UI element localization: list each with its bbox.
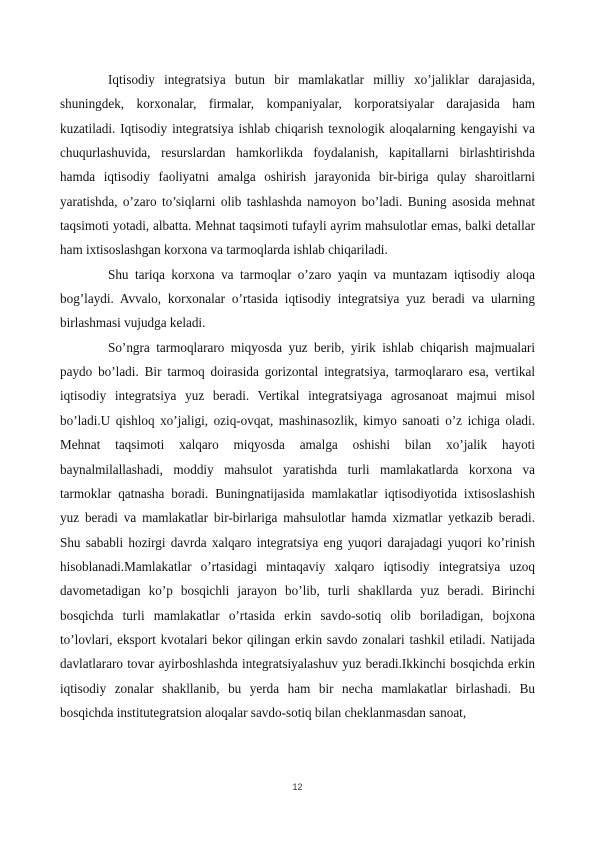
- paragraph-1: Iqtisodiy integratsiya butun bir mamlakatlar milliy xo’jaliklar darajasida, shuningdek, korxonalar, firmalar, kompaniyalar, korporatsiyalar darajasida ham kuzatiladi. Iqtisodiy integratsiya ishlab chiqarish texnologik aloqalarning kengayishi va chuqurlashuvida, resurslardan hamkorlikda foydalanish, kapitallarni birlashtirishda hamda iqtisodiy faoliyatni amalga oshirish jarayonida bir-biriga qulay sharoitlarni yaratishda, o’zaro to’siqlarni olib tashlashda namoyon bo’ladi. Buning asosida mehnat taqsimoti yotadi, albatta. Mehnat taqsimoti tufayli ayrim mahsulotlar emas, balki detallar ham ixtisoslashgan korxona va tarmoqlarda ishlab chiqariladi.: [60, 72, 535, 258]
- paragraph-3: So’ngra tarmoqlararo miqyosda yuz berib, yirik ishlab chiqarish majmualari paydo bo’ladi. Bir tarmoq doirasida gorizontal integratsiya, tarmoqlararo esa, vertikal iqtisodiy integratsiya yuz beradi. Vertikal integratsiyaga agrosanoat majmui misol bo’ladi.U qishloq xo’jaligi, oziq-ovqat, mashinasozlik, kimyo sanoati o’z ichiga oladi. Mehnat taqsimoti xalqaro miqyosda amalga oshishi bilan xo’jalik hayoti baynalmilallashadi, moddiy mahsulot yaratishda turli mamlakatlarda korxona va tarmoklar qatnasha boradi. Buningnatijasida mamlakatlar iqtisodiyotida ixtisoslashish yuz beradi va mamlakatlar bir-birlariga mahsulotlar hamda xizmatlar yetkazib beradi. Shu sababli hozirgi davrda xalqaro integratsiya eng yuqori darajadagi yuqori ko’rinish hisoblanadi.Mamlakatlar o’rtasidagi mintaqaviy xalqaro iqtisodiy integratsiya uzoq davometadigan ko’p bosqichli jarayon bo’lib, turli shakllarda yuz beradi. Birinchi bosqichda turli mamlakatlar o’rtasida erkin savdo-sotiq olib boriladigan, bojxona to’lovlari, eksport kvotalari bekor qilingan erkin savdo zonalari tashkil etiladi. Natijada davlatlararo tovar ayirboshlashda integratsiyalashuv yuz beradi.Ikkinchi bosqichda erkin iqtisodiy zonalar shakllanib, bu yerda ham bir necha mamlakatlar birlashadi. Bu bosqichda institutegratsion aloqalar savdo-sotiq bilan cheklanmasdan sanoat,: [60, 339, 535, 720]
- body-text: [60, 68, 535, 725]
- paragraph-2: Shu tariqa korxona va tarmoqlar o’zaro yaqin va muntazam iqtisodiy aloqa bog’laydi. Avvalo, korxonalar o’rtasida iqtisodiy integratsiya yuz beradi va ularning birlashmasi vujudga keladi.: [60, 266, 535, 331]
- page-number: 12: [292, 782, 303, 792]
